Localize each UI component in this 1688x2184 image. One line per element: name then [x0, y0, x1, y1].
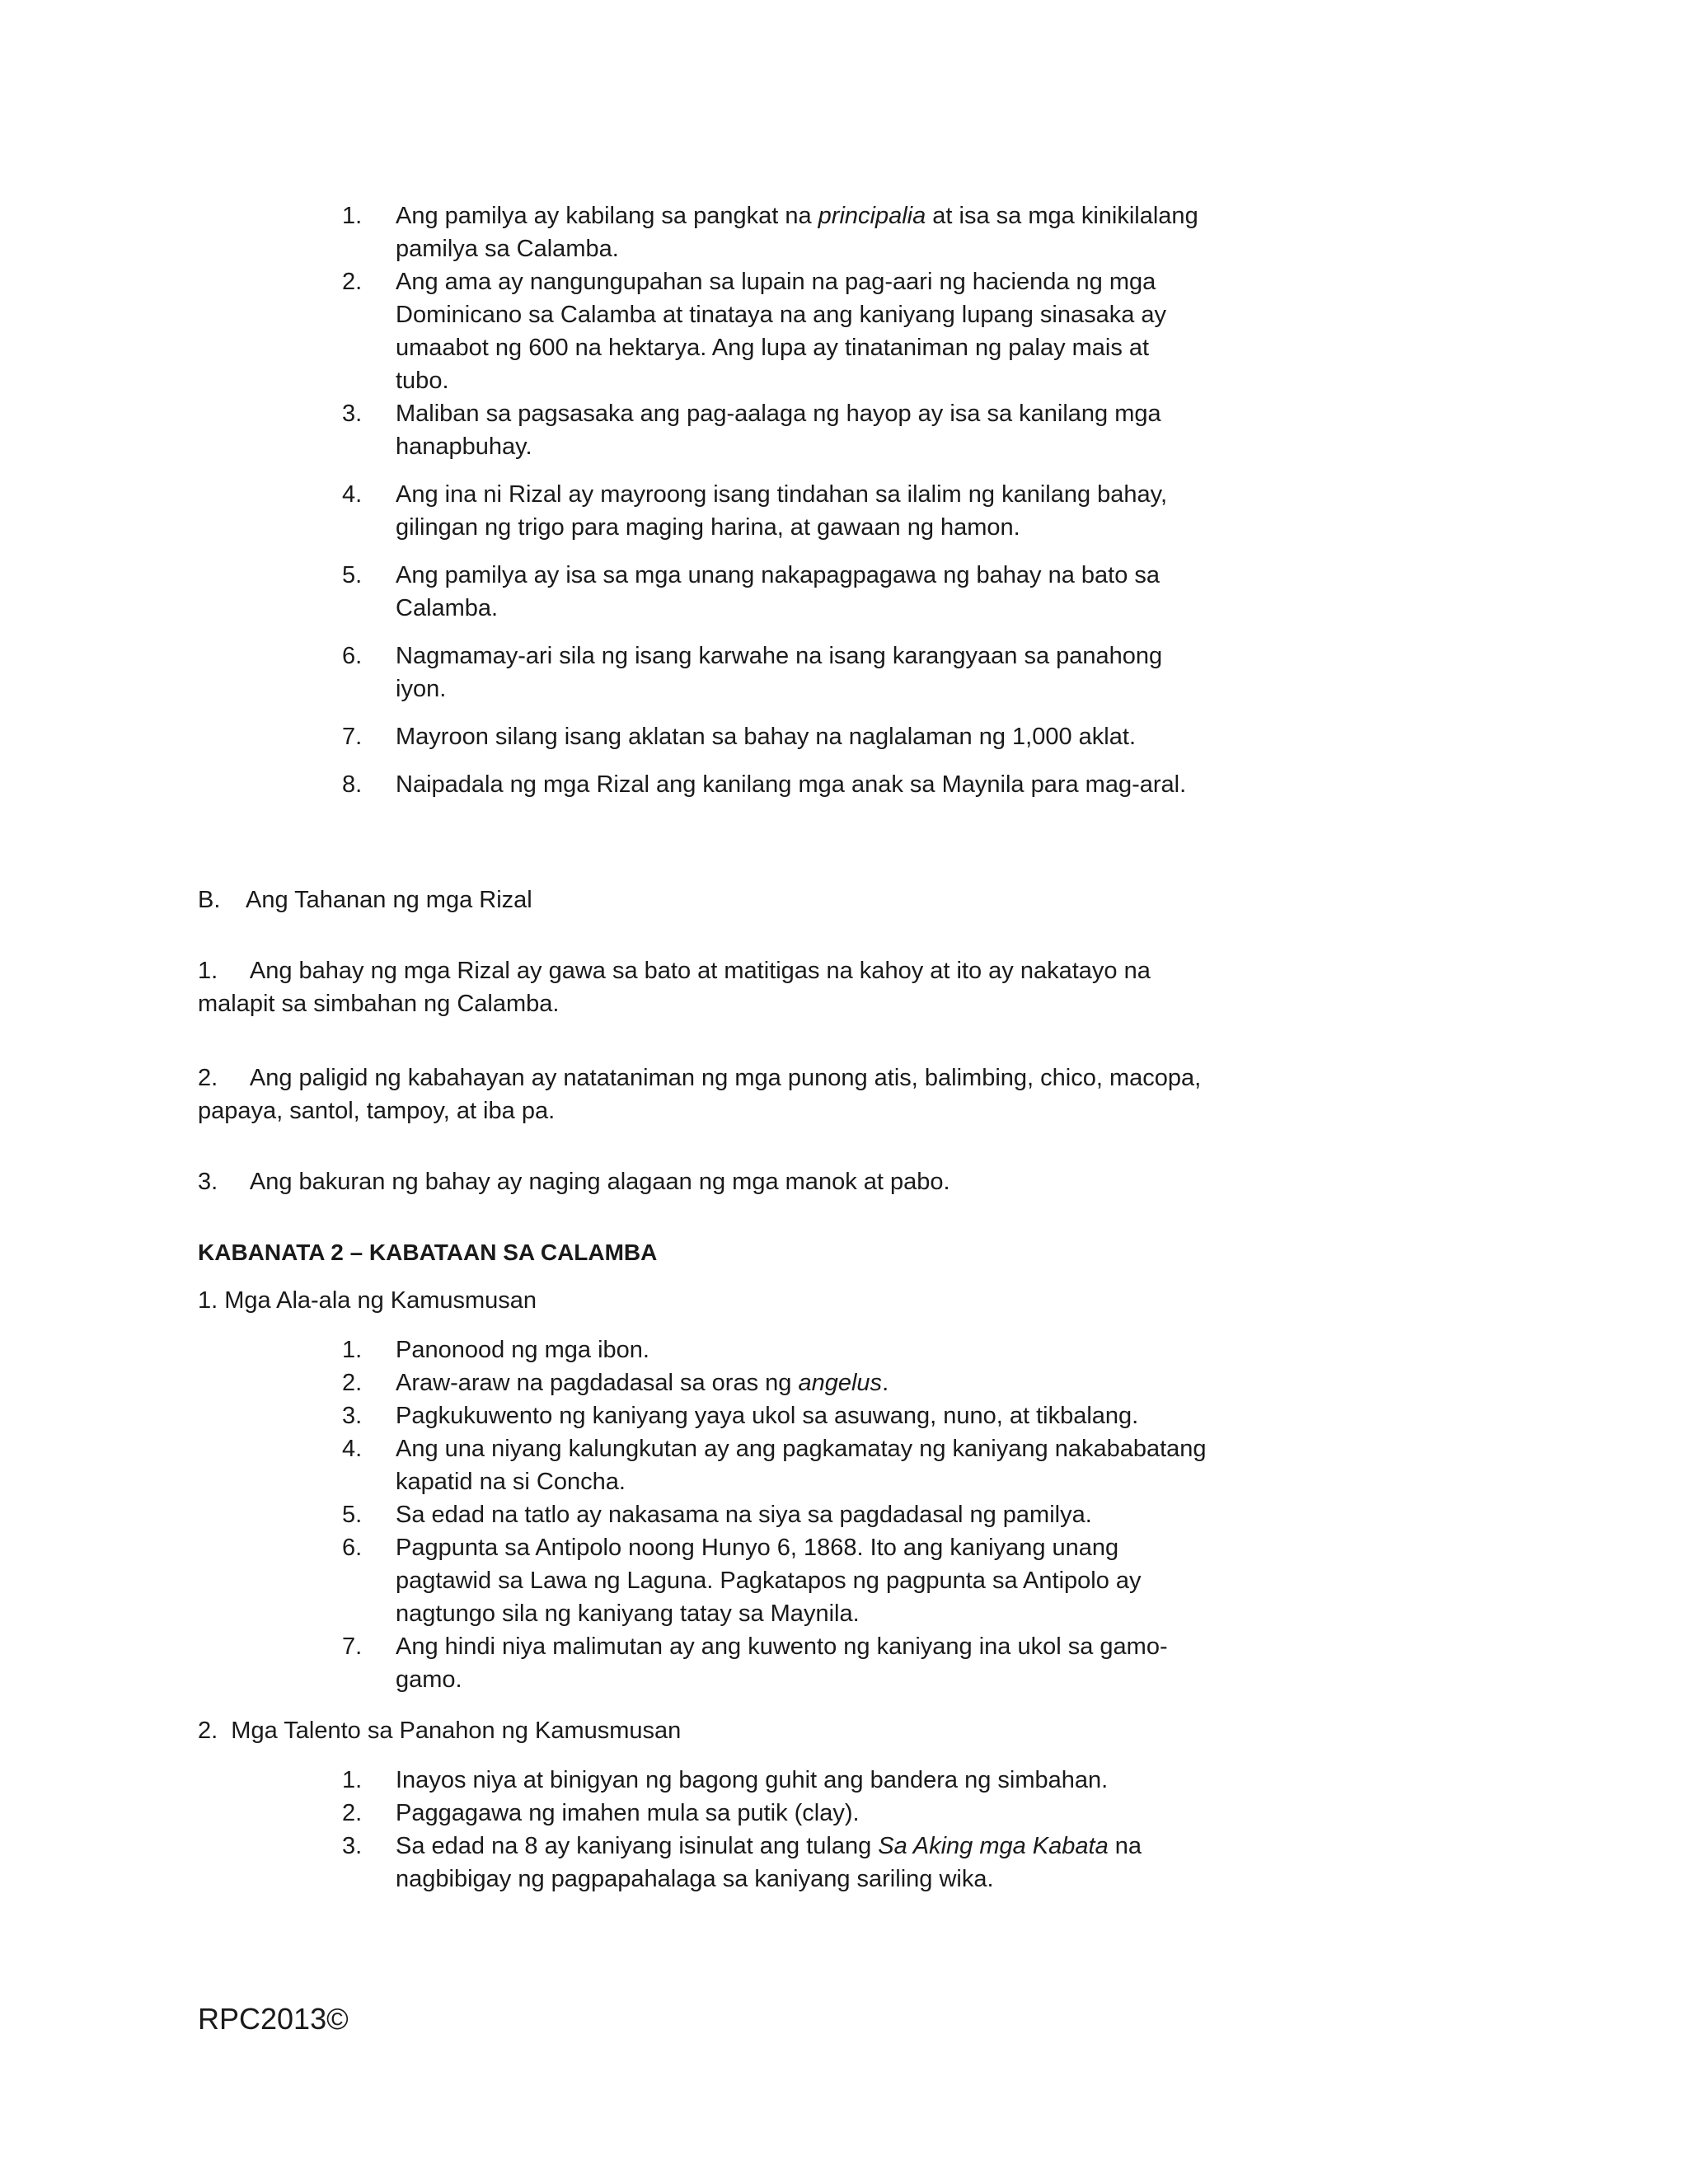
list-item: 5. Sa edad na tatlo ay nakasama na siya sa pagdadasal ng pamilya.: [342, 1502, 1092, 1528]
list-item: 6. Pagpunta sa Antipolo noong Hunyo 6, 1868. Ito ang kaniyang unang pagtawid sa Lawa ng Laguna. Pagkatapos ng pagpunta sa Antipolo ay nagtungo sila ng kaniyang tatay sa Maynila.: [342, 1535, 1142, 1627]
subsection-title: 1. Mga Ala-ala ng Kamusmusan: [198, 1287, 537, 1314]
list-item: 7. Mayroon silang isang aklatan sa bahay na naglalaman ng 1,000 aklat.: [342, 724, 1136, 750]
list-item: 2. Araw-araw na pagdadasal sa oras ng angelus.: [342, 1370, 889, 1396]
list-item: 1. Panonood ng mga ibon.: [342, 1337, 649, 1363]
list-item: 2. Paggagawa ng imahen mula sa putik (clay).: [342, 1800, 860, 1826]
family-facts-list: [342, 199, 1207, 801]
list-item: 4. Ang una niyang kalungkutan ay ang pagkamatay ng kaniyang nakababatang kapatid na si Concha.: [342, 1436, 1207, 1495]
section-b-item: 2. Ang paligid ng kabahayan ay natataniman ng mga punong atis, balimbing, chico, macopa, papaya, santol, tampoy, at iba pa.: [198, 1065, 1208, 1124]
list-item: 3. Maliban sa pagsasaka ang pag-aalaga ng hayop ay isa sa kanilang mga hanapbuhay.: [342, 401, 1161, 460]
childhood-memories-list: [342, 1333, 1207, 1696]
list-item: 1. Inayos niya at binigyan ng bagong guhit ang bandera ng simbahan.: [342, 1767, 1109, 1793]
list-item: 1. Ang pamilya ay kabilang sa pangkat na principalia at isa sa mga kinikilalang pamilya sa Calamba.: [342, 203, 1198, 262]
subsection-title: 2. Mga Talento sa Panahon ng Kamusmusan: [198, 1718, 682, 1744]
section-b-item: 3. Ang bakuran ng bahay ay naging alagaan ng mga manok at pabo.: [198, 1169, 950, 1195]
list-item: 7. Ang hindi niya malimutan ay ang kuwento ng kaniyang ina ukol sa gamo-gamo.: [342, 1633, 1168, 1693]
section-b-title: B. Ang Tahanan ng mga Rizal: [198, 887, 532, 913]
list-item: 3. Sa edad na 8 ay kaniyang isinulat ang tulang Sa Aking mga Kabata na nagbibigay ng pagpapahalaga sa kaniyang sariling wika.: [342, 1833, 1142, 1892]
chapter-heading: KABANATA 2 – KABATAAN SA CALAMBA: [198, 1240, 658, 1265]
list-item: 5. Ang pamilya ay isa sa mga unang nakapagpagawa ng bahay na bato sa Calamba.: [342, 562, 1160, 621]
childhood-talents-list: [342, 1764, 1207, 1896]
list-item: 8. Naipadala ng mga Rizal ang kanilang mga anak sa Maynila para mag-aral.: [342, 771, 1187, 798]
list-item: 2. Ang ama ay nangungupahan sa lupain na pag-aari ng hacienda ng mga Dominicano sa Calamba at tinataya na ang kaniyang lupang sinasaka ay umaabot ng 600 na hektarya. Ang lupa ay tinataniman ng palay mais at tubo.: [342, 269, 1167, 394]
list-item: 3. Pagkukuwento ng kaniyang yaya ukol sa asuwang, nuno, at tikbalang.: [342, 1403, 1139, 1429]
list-item: 6. Nagmamay-ari sila ng isang karwahe na isang karangyaan sa panahong iyon.: [342, 643, 1163, 702]
list-item: 4. Ang ina ni Rizal ay mayroong isang tindahan sa ilalim ng kanilang bahay, gilingan ng trigo para maging harina, at gawaan ng hamon.: [342, 481, 1168, 541]
section-b-item: 1. Ang bahay ng mga Rizal ay gawa sa bato at matitigas na kahoy at ito ay nakatayo na malapit sa simbahan ng Calamba.: [198, 958, 1157, 1017]
copyright-footer: RPC2013©: [198, 2002, 349, 2036]
